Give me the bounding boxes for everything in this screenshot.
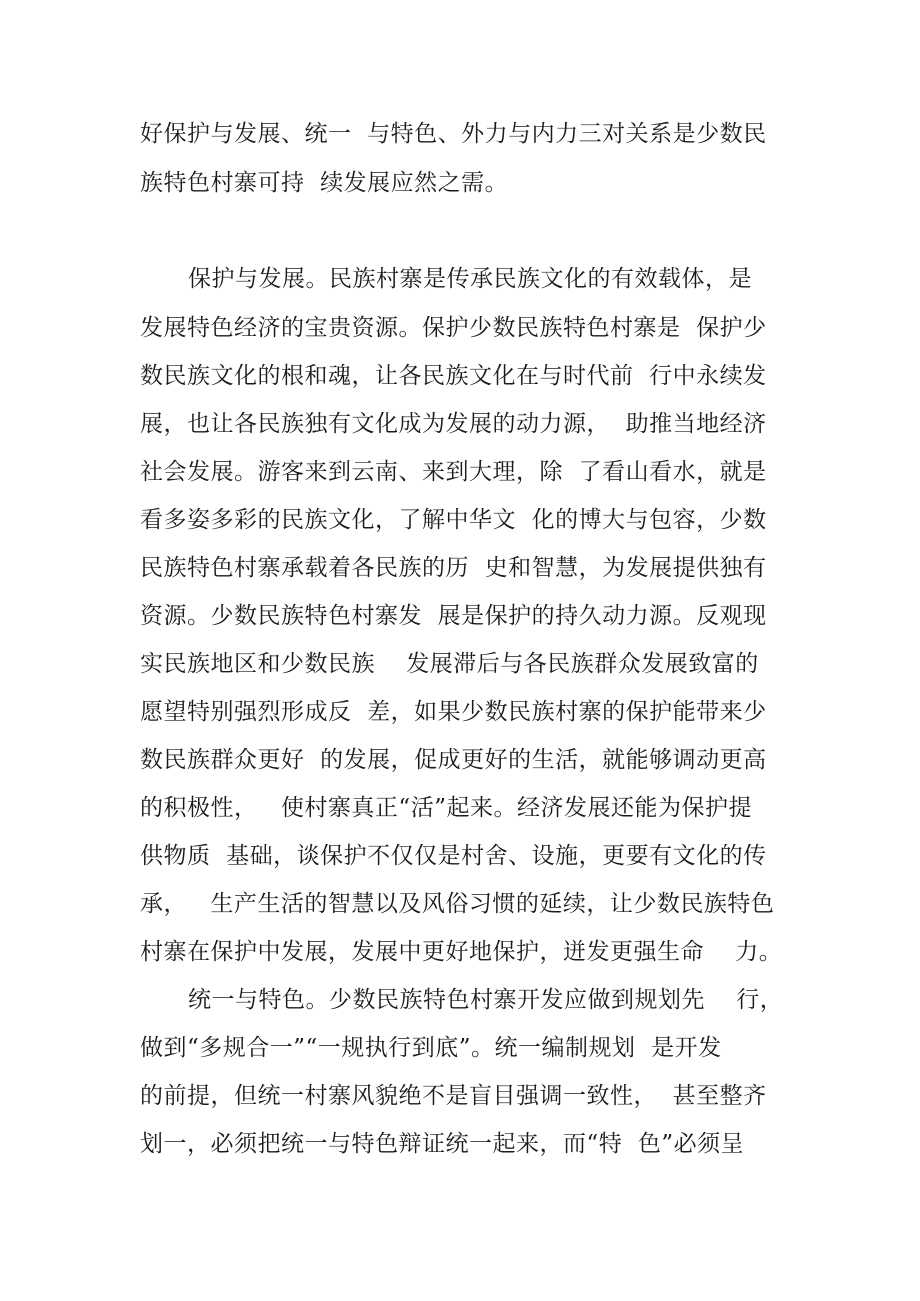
section1-line: 承， 生产生活的智慧以及风俗习惯的延续，让少数民族特色: [140, 891, 775, 917]
section1-line: 发展特色经济的宝贵资源。保护少数民族特色村寨是 保护少: [140, 315, 767, 341]
section1-line: 数民族文化的根和魂，让各民族文化在与时代前 行中永续发: [140, 363, 767, 389]
section1-line: 愿望特别强烈形成反 差，如果少数民族村寨的保护能带来少: [140, 699, 767, 725]
section1-first-line-text: 。民族村寨是传承民族文化的有效载体，是: [305, 266, 752, 292]
section1-line: 村寨在保护中发展，发展中更好地保护，迸发更强生命 力。: [140, 939, 783, 965]
section1-first-line: [188, 264, 752, 294]
section1-line: 供物质 基础，谈保护不仅仅是村舍、设施，更要有文化的传: [140, 843, 767, 869]
section1-line: 实民族地区和少数民族 发展滞后与各民族群众发展致富的: [140, 651, 759, 677]
intro-line-2: 族特色村寨可持 续发展应然之需。: [140, 170, 509, 196]
section1-line: 展，也让各民族独有文化成为发展的动力源， 助推当地经济: [140, 411, 767, 437]
section1-heading: 保护与发展: [188, 266, 306, 292]
section1-line: 的积极性， 使村寨真正“活”起来。经济发展还能为保护提: [140, 795, 752, 821]
intro-line-1: 好保护与发展、统一 与特色、外力与内力三对关系是少数民: [140, 121, 767, 147]
section2-line: 的前提，但统一村寨风貌绝不是盲目强调一致性， 甚至整齐: [140, 1083, 767, 1109]
section1-line: 数民族群众更好 的发展，促成更好的生活，就能够调动更高: [140, 747, 767, 773]
section2-line: 做到“多规合一”“一规执行到底”。统一编制规划 是开发: [140, 1035, 722, 1061]
section1-line: 社会发展。游客来到云南、来到大理，除 了看山看水，就是: [140, 459, 767, 485]
section2-line: 划一，必须把统一与特色辩证统一起来，而“特 色”必须呈: [140, 1131, 745, 1157]
section1-line: 看多姿多彩的民族文化，了解中华文 化的博大与包容，少数: [140, 507, 767, 533]
section2-first-line: 统一与特色。少数民族特色村寨开发应做到规划先 行，: [188, 987, 784, 1013]
section1-line: 民族特色村寨承载着各民族的历 史和智慧，为发展提供独有: [140, 555, 767, 581]
section1-line: 资源。少数民族特色村寨发 展是保护的持久动力源。反观现: [140, 603, 767, 629]
